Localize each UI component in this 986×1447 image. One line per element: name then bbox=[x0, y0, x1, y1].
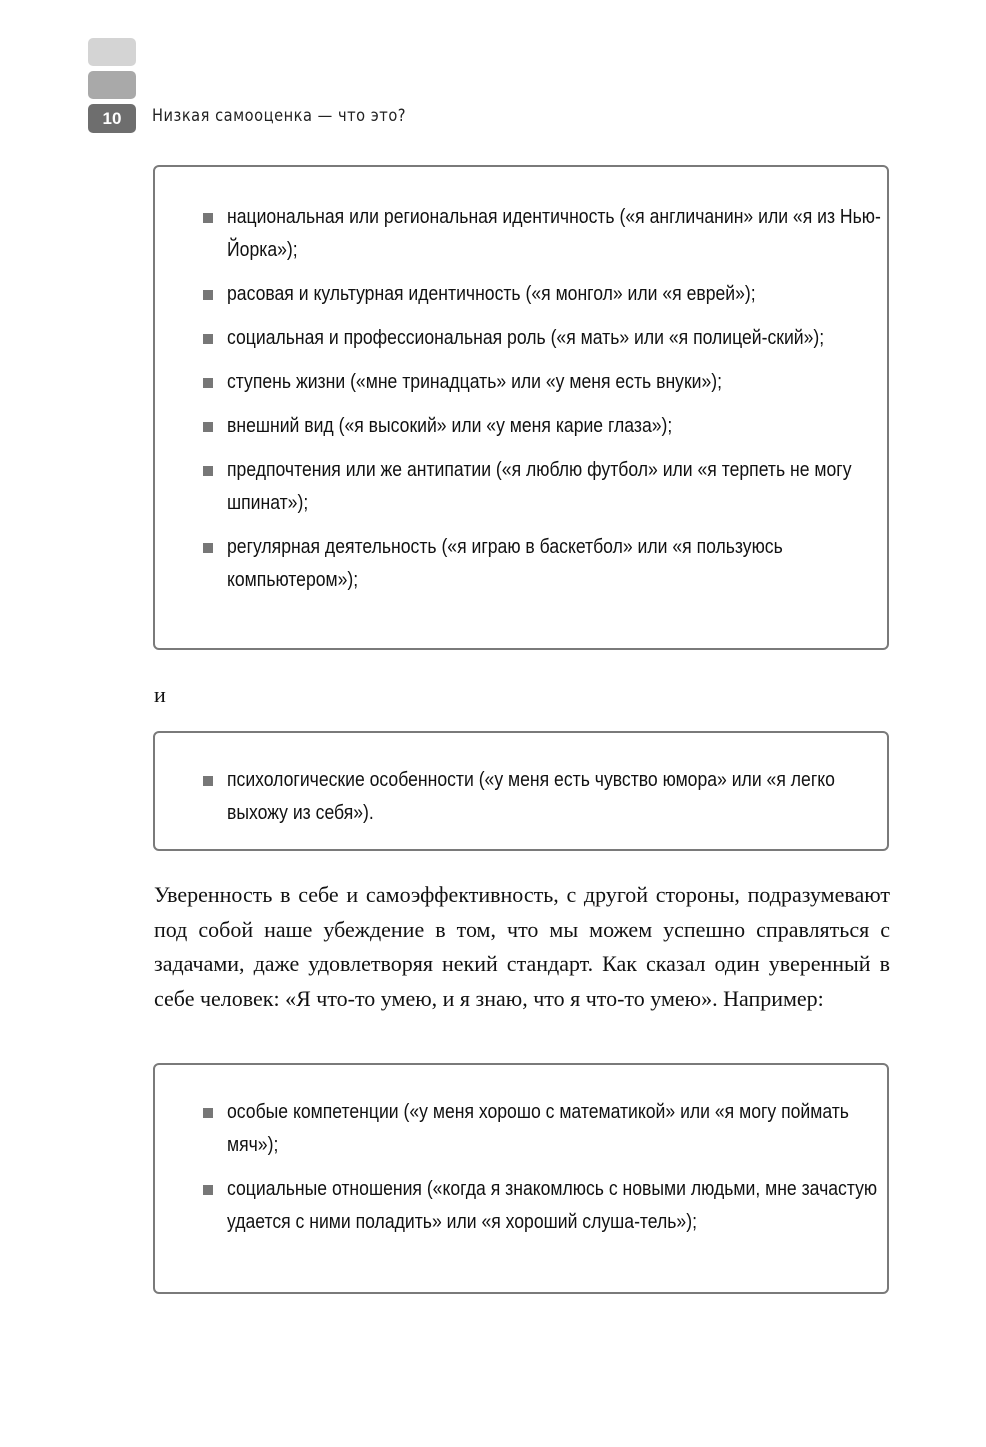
square-bullet-icon bbox=[203, 466, 213, 476]
square-bullet-icon bbox=[203, 543, 213, 553]
list-item: регулярная деятельность («я играю в баскетбол» или «я пользуюсь компьютером»); bbox=[155, 531, 887, 597]
list-item: социальная и профессиональная роль («я мать» или «я полицей-ский»); bbox=[155, 322, 887, 355]
square-bullet-icon bbox=[203, 1108, 213, 1118]
psychological-traits-box bbox=[153, 731, 889, 851]
decorative-tab-mid bbox=[88, 71, 136, 99]
competence-list-box bbox=[153, 1063, 889, 1294]
square-bullet-icon bbox=[203, 1185, 213, 1195]
list-item: расовая и культурная идентичность («я монгол» или «я еврей»); bbox=[155, 278, 887, 311]
body-paragraph: Уверенность в себе и самоэффективность, с другой стороны, подразумевают под собой наше убеждение в том, что мы можем успешно справляться с задачами, даже удовлетворяя некий стандарт. Как сказал один уверенный в себе человек: «Я что-то умею, и я знаю, что я что-то умею». Например: bbox=[154, 882, 890, 1011]
square-bullet-icon bbox=[203, 422, 213, 432]
square-bullet-icon bbox=[203, 290, 213, 300]
list-item: ступень жизни («мне тринадцать» или «у меня есть внуки»); bbox=[155, 366, 887, 399]
square-bullet-icon bbox=[203, 378, 213, 388]
list-item: психологические особенности («у меня есть чувство юмора» или «я легко выхожу из себя»). bbox=[155, 764, 887, 830]
list-item: внешний вид («я высокий» или «у меня карие глаза»); bbox=[155, 410, 887, 443]
page-number-badge: 10 bbox=[88, 104, 136, 133]
conjunction-text: и bbox=[154, 682, 166, 707]
square-bullet-icon bbox=[203, 213, 213, 223]
running-title: Низкая самооценка — что это? bbox=[152, 106, 407, 126]
list-item: особые компетенции («у меня хорошо с математикой» или «я могу поймать мяч»); bbox=[155, 1096, 887, 1162]
list-item: социальные отношения («когда я знакомлюсь с новыми людьми, мне зачастую удается с ними поладить» или «я хороший слуша-тель»); bbox=[155, 1173, 887, 1239]
list-item: предпочтения или же антипатии («я люблю футбол» или «я терпеть не могу шпинат»); bbox=[155, 454, 887, 520]
square-bullet-icon bbox=[203, 334, 213, 344]
square-bullet-icon bbox=[203, 776, 213, 786]
decorative-tab-light bbox=[88, 38, 136, 66]
list-item: национальная или региональная идентичность («я англичанин» или «я из Нью-Йорка»); bbox=[155, 201, 887, 267]
identity-list-box bbox=[153, 165, 889, 650]
